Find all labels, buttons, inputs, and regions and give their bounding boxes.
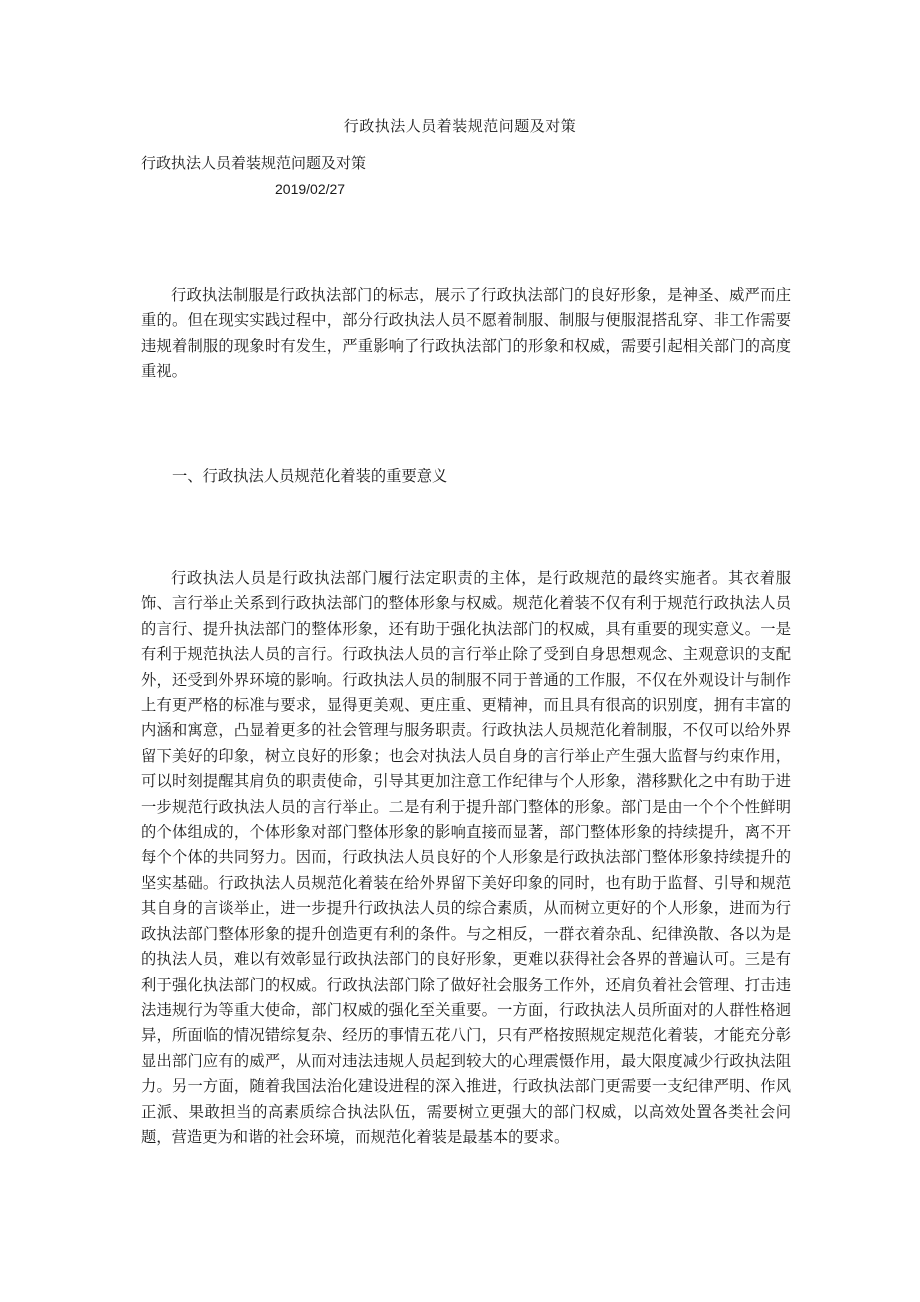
- document-subtitle: 行政执法人员着装规范问题及对策: [141, 154, 367, 172]
- main-paragraph: 行政执法人员是行政执法部门履行法定职责的主体，是行政规范的最终实施者。其衣着服饰、言行举止关系到行政执法部门的整体形象与权威。规范化着装不仅有利于规范行政执法人员的言行、提升执法部门的整体形象，还有助于强化执法部门的权威，具有重要的现实意义。一是有利于规范执法人员的言行。行政执法人员的言行举止除了受到自身思想观念、主观意识的支配外，还受到外界环境的影响。行政执法人员的制服不同于普通的工作服，不仅在外观设计与制作上有更严格的标准与要求，显得更美观、更庄重、更精神，而且具有很高的识别度，拥有丰富的内涵和寓意，凸显着更多的社会管理与服务职责。行政执法人员规范化着制服，不仅可以给外界留下美好的印象，树立良好的形象；也会对执法人员自身的言行举止产生强大监督与约束作用，可以时刻提醒其肩负的职责使命，引导其更加注意工作纪律与个人形象，潜移默化之中有助于进一步规范行政执法人员的言行举止。二是有利于提升部门整体的形象。部门是由一个个个性鲜明的个体组成的，个体形象对部门整体形象的影响直接而显著，部门整体形象的持续提升，离不开每个个体的共同努力。因而，行政执法人员良好的个人形象是行政执法部门整体形象持续提升的坚实基础。行政执法人员规范化着装在给外界留下美好印象的同时，也有助于监督、引导和规范其自身的言谈举止，进一步提升行政执法人员的综合素质，从而树立更好的个人形象，进而为行政执法部门整体形象的提升创造更有利的条件。与之相反，一群衣着杂乱、纪律涣散、各以为是的执法人员，难以有效彰显行政执法部门的良好形象，更难以获得社会各界的普遍认可。三是有利于强化执法部门的权威。行政执法部门除了做好社会服务工作外，还肩负着社会管理、打击违法违规行为等重大使命，部门权威的强化至关重要。一方面，行政执法人员所面对的人群性格迥异，所面临的情况错综复杂、经历的事情五花八门，只有严格按照规定规范化着装，才能充分彰显出部门应有的威严，从而对违法违规人员起到较大的心理震慑作用，最大限度减少行政执法阻力。另一方面，随着我国法治化建设进程的深入推进，行政执法部门更需要一支纪律严明、作风正派、果敢担当的高素质综合执法队伍，需要树立更强大的部门权威，以高效处置各类社会问题，营造更为和谐的社会环境，而规范化着装是最基本的要求。: [141, 569, 791, 1146]
- section-heading: 一、行政执法人员规范化着装的重要意义: [172, 467, 448, 485]
- document-title: 行政执法人员着装规范问题及对策: [343, 117, 577, 135]
- document-date: 2019/02/27: [275, 181, 346, 197]
- intro-paragraph: 行政执法制服是行政执法部门的标志，展示了行政执法部门的良好形象，是神圣、威严而庄重的。但在现实实践过程中，部分行政执法人员不愿着制服、制服与便服混搭乱穿、非工作需要违规着制服的现象时有发生，严重影响了行政执法部门的形象和权威，需要引起相关部门的高度重视。: [141, 286, 791, 381]
